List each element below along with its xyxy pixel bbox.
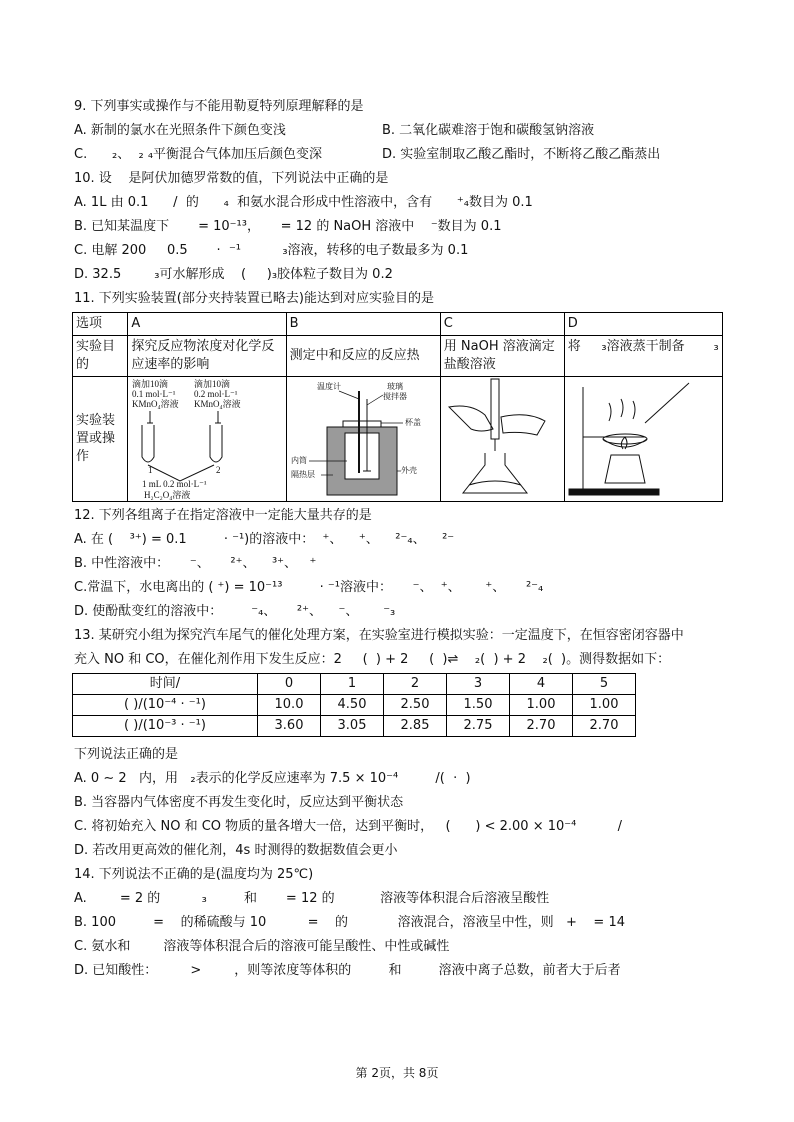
- q11-apparatus-label: 实验装置或操作: [73, 377, 128, 502]
- q12-option-c: C.常温下，水电离出的 ( ⁺) = 10⁻¹³ · ⁻¹溶液中： ⁻、 ⁺、 ⁺、 ²⁻₄: [74, 580, 544, 595]
- q11-figure-d: [564, 377, 722, 502]
- q9-stem: 9. 下列事实或操作与不能用勒夏特列原理解释的是: [74, 99, 364, 114]
- q13-option-a: A. 0 ∼ 2 内，用 ₂表示的化学反应速率为 7.5 × 10⁻⁴ /( · ): [74, 771, 471, 786]
- q11-purpose-c: 用 NaOH 溶液滴定盐酸溶液: [440, 336, 564, 377]
- q13-row-label: ( )/(10⁻³ · ⁻¹): [73, 716, 258, 737]
- q13-header-t1: 1: [321, 674, 384, 695]
- q9-option-c: C. ₂、 ₂ ₄平衡混合气体加压后颜色变深: [74, 147, 323, 162]
- q10-stem: 10. 设 是阿伏加德罗常数的值，下列说法中正确的是: [74, 171, 389, 186]
- table-cell: 2.85: [384, 716, 447, 737]
- table-cell: 4.50: [321, 695, 384, 716]
- fig-b-label: 外壳: [400, 466, 417, 475]
- table-cell: 2.75: [447, 716, 510, 737]
- q13-header-t3: 3: [447, 674, 510, 695]
- q13-ask: 下列说法正确的是: [74, 747, 179, 762]
- calorimeter-figure: [287, 377, 433, 501]
- q10-option-d: D. 32.5 ₃可水解形成 ( )₃胶体粒子数目为 0.2: [74, 267, 393, 282]
- q11-purpose-b: 测定中和反应的反应热: [286, 336, 440, 377]
- q13-option-b: B. 当容器内气体密度不再发生变化时，反应达到平衡状态: [74, 795, 404, 810]
- q13-stem-line1: 13. 某研究小组为探究汽车尾气的催化处理方案，在实验室进行模拟实验：一定温度下，在恒容密闭容器中: [74, 628, 684, 643]
- q13-header-t2: 2: [384, 674, 447, 695]
- table-cell: 3.05: [321, 716, 384, 737]
- fig-b-label: 玻璃: [386, 382, 403, 391]
- fig-b-label: 隔热层: [290, 470, 315, 479]
- fig-a-label: 1: [148, 465, 153, 475]
- q11-purpose-d: 将 ₃溶液蒸干制备 ₃: [564, 336, 722, 377]
- q14-option-c: C. 氨水和 溶液等体积混合后的溶液可能呈酸性、中性或碱性: [74, 939, 450, 954]
- q11-header-a: A: [128, 313, 286, 336]
- fig-a-label: 滴加10滴: [194, 379, 231, 389]
- fig-b-label: 内筒: [290, 456, 307, 465]
- q10-option-c: C. 电解 200 0.5 · ⁻¹ ₃溶液，转移的电子数最多为 0.1: [74, 243, 469, 258]
- q11-header-c: C: [440, 313, 564, 336]
- table-cell: 2.70: [510, 716, 573, 737]
- fig-a-label: 0.2 mol·L⁻¹: [194, 389, 238, 399]
- q12-stem: 12. 下列各组离子在指定溶液中一定能大量共存的是: [74, 508, 372, 523]
- q14-option-b: B. 100 = 的稀硫酸与 10 = 的 溶液混合，溶液呈中性，则 + = 14: [74, 915, 626, 930]
- fig-a-label: 1 mL 0.2 mol·L⁻¹: [142, 479, 208, 489]
- q10-option-b: B. 已知某温度下 = 10⁻¹³， = 12 的 NaOH 溶液中 ⁻数目为 0.1: [74, 219, 502, 234]
- evaporation-figure: [565, 377, 715, 501]
- q13-option-d: D. 若改用更高效的催化剂，4s 时测得的数据数值会更小: [74, 843, 398, 858]
- q13-header-t4: 4: [510, 674, 573, 695]
- table-cell: 2.50: [384, 695, 447, 716]
- q13-stem-line2: 充入 NO 和 CO，在催化剂作用下发生反应：2 ( ) + 2 ( )⇌ ₂( ) + 2 ₂( )。测得数据如下：: [74, 652, 671, 667]
- q11-header-option: 选项: [73, 313, 128, 336]
- titration-figure: [441, 377, 557, 501]
- fig-a-label: KMnO₄溶液: [132, 399, 180, 409]
- q11-figure-c: [440, 377, 564, 502]
- q12-option-d: D. 使酚酞变红的溶液中： ⁻₄、 ²⁺、 ⁻、 ⁻₃: [74, 604, 396, 619]
- fig-b-label: 温度计: [316, 382, 341, 391]
- table-cell: 2.70: [573, 716, 636, 737]
- q11-figure-a: [128, 377, 286, 502]
- fig-b-label: 搅拌器: [382, 392, 407, 401]
- table-cell: 10.0: [258, 695, 321, 716]
- q11-stem: 11. 下列实验装置(部分夹持装置已略去)能达到对应实验目的是: [74, 291, 434, 306]
- table-row: [73, 716, 636, 737]
- fig-b-label: 杯盖: [404, 418, 421, 427]
- fig-a-label: H₂C₂O₄溶液: [144, 490, 191, 500]
- page-footer: 第 2页，共 8页: [355, 1066, 439, 1080]
- q14-stem: 14. 下列说法不正确的是(温度均为 25℃): [74, 867, 314, 882]
- q14-option-a: A. = 2 的 ₃ 和 = 12 的 溶液等体积混合后溶液呈酸性: [74, 891, 550, 906]
- q12-option-b: B. 中性溶液中： ⁻、 ²⁺、 ³⁺、 ⁺: [74, 556, 317, 571]
- fig-a-label: KMnO₄溶液: [194, 399, 242, 409]
- q11-purpose-label: 实验目的: [73, 336, 128, 377]
- q9-option-d: D. 实验室制取乙酸乙酯时，不断将乙酸乙酯蒸出: [382, 147, 661, 162]
- q13-row-label: ( )/(10⁻⁴ · ⁻¹): [73, 695, 258, 716]
- q11-header-d: D: [564, 313, 722, 336]
- test-tubes-figure: [128, 377, 278, 501]
- q13-option-c: C. 将初始充入 NO 和 CO 物质的量各增大一倍，达到平衡时， ( ) < 2.00 × 10⁻⁴ /: [74, 819, 623, 834]
- table-cell: 1.50: [447, 695, 510, 716]
- q11-header-b: B: [286, 313, 440, 336]
- q11-figure-b: [286, 377, 440, 502]
- fig-a-label: 滴加10滴: [132, 379, 169, 389]
- q9-option-b: B. 二氧化碳难溶于饱和碳酸氢钠溶液: [382, 123, 595, 138]
- q11-purpose-a: 探究反应物浓度对化学反应速率的影响: [128, 336, 286, 377]
- q9-option-a: A. 新制的氯水在光照条件下颜色变浅: [74, 123, 286, 138]
- q12-option-a: A. 在 ( ³⁺) = 0.1 · ⁻¹)的溶液中： ⁺、 ⁺、 ²⁻₄、 ²⁻: [74, 532, 455, 547]
- q10-option-a: A. 1L 由 0.1 / 的 ₄ 和氨水混合形成中性溶液中，含有 ⁺₄数目为 0.1: [74, 195, 533, 210]
- q13-header-time: 时间/: [73, 674, 258, 695]
- fig-a-label: 2: [216, 465, 221, 475]
- q13-header-t0: 0: [258, 674, 321, 695]
- q13-header-t5: 5: [573, 674, 636, 695]
- fig-a-label: 0.1 mol·L⁻¹: [132, 389, 176, 399]
- table-row: [73, 695, 636, 716]
- q14-option-d: D. 已知酸性： > ，则等浓度等体积的 和 溶液中离子总数，前者大于后者: [74, 963, 621, 978]
- q11-table: [72, 312, 723, 502]
- table-cell: 1.00: [573, 695, 636, 716]
- table-cell: 3.60: [258, 716, 321, 737]
- q13-data-table: [72, 673, 636, 737]
- table-cell: 1.00: [510, 695, 573, 716]
